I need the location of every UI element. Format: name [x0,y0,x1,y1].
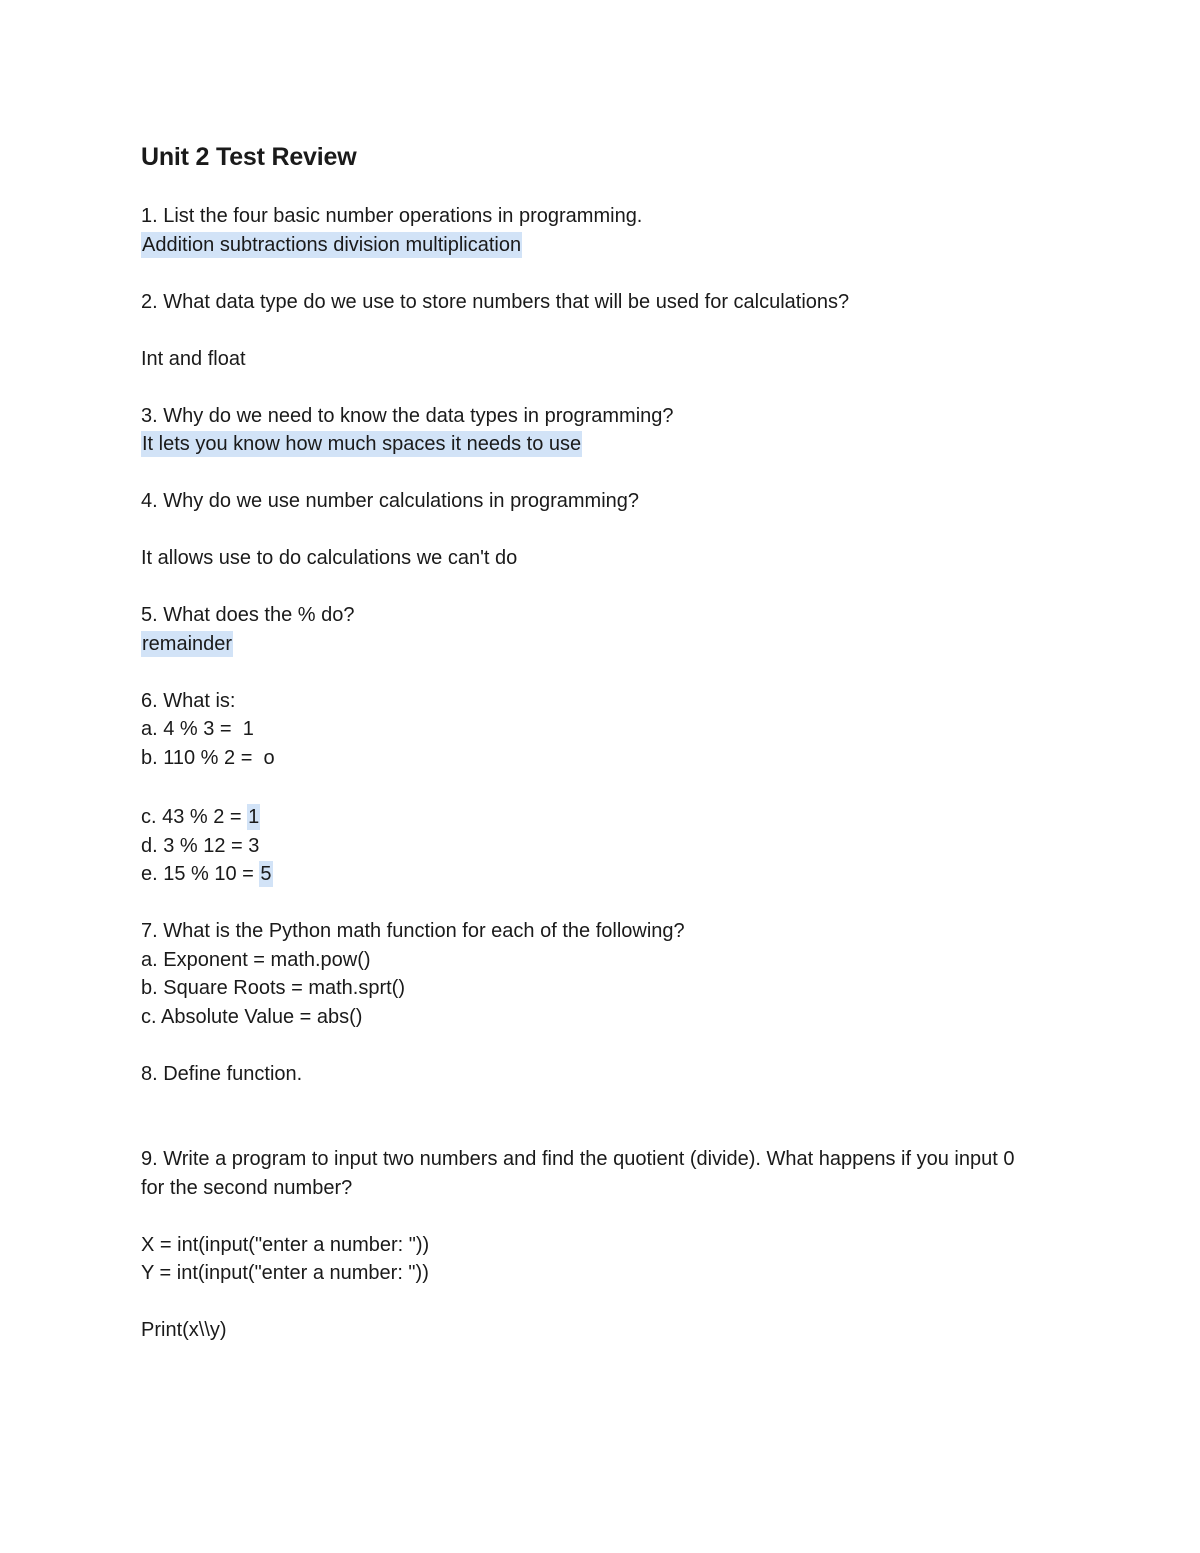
answer-4: It allows use to do calculations we can't do [141,547,518,569]
answer-3 [141,430,1041,459]
question-8: 8. Define function. [141,1062,303,1085]
question-6e-text: e. 15 % 10 = [141,863,260,885]
answer-1 [141,231,1041,260]
question-4: 4. Why do we use number calculations in programming? [141,490,640,512]
question-7: 7. What is the Python math function for each of the following? [141,920,685,942]
document-page [141,140,1041,1345]
answer-6e-highlight: 5 [260,863,272,885]
question-6c [141,803,1041,832]
code-line-x: X = int(input("enter a number: ")) [141,1233,430,1256]
answer-5 [141,630,1041,659]
answer-1-highlight: Addition subtractions division multiplication [142,233,522,256]
answer-2: Int and float [141,347,246,370]
question-6c-text: c. 43 % 2 = [141,806,248,828]
document-title: Unit 2 Test Review [141,143,357,171]
question-7b: b. Square Roots = math.sprt() [141,977,406,999]
question-6a: a. 4 % 3 = 1 [141,718,254,740]
question-5: 5. What does the % do? [141,604,355,626]
question-6d: d. 3 % 12 = 3 [141,834,260,857]
answer-6c-highlight: 1 [248,806,260,828]
code-line-y: Y = int(input("enter a number: ")) [141,1262,429,1284]
question-6e [141,860,1041,889]
answer-3-highlight: It lets you know how much spaces it needs to use [142,433,582,455]
question-7a: a. Exponent = math.pow() [141,948,371,971]
question-9: 9. Write a program to input two numbers and find the quotient (divide). What happens if you input 0 for the second number? [141,1148,1015,1199]
code-line-print: Print(x\\y) [141,1319,227,1341]
question-3: 3. Why do we need to know the data types in programming? [141,404,674,427]
question-2: 2. What data type do we use to store numbers that will be used for calculations? [141,290,850,313]
question-1: 1. List the four basic number operations in programming. [141,205,643,227]
question-7c: c. Absolute Value = abs() [141,1005,363,1028]
question-6b: b. 110 % 2 = o [141,746,275,769]
question-6: 6. What is: [141,689,236,712]
answer-5-highlight: remainder [142,632,233,655]
